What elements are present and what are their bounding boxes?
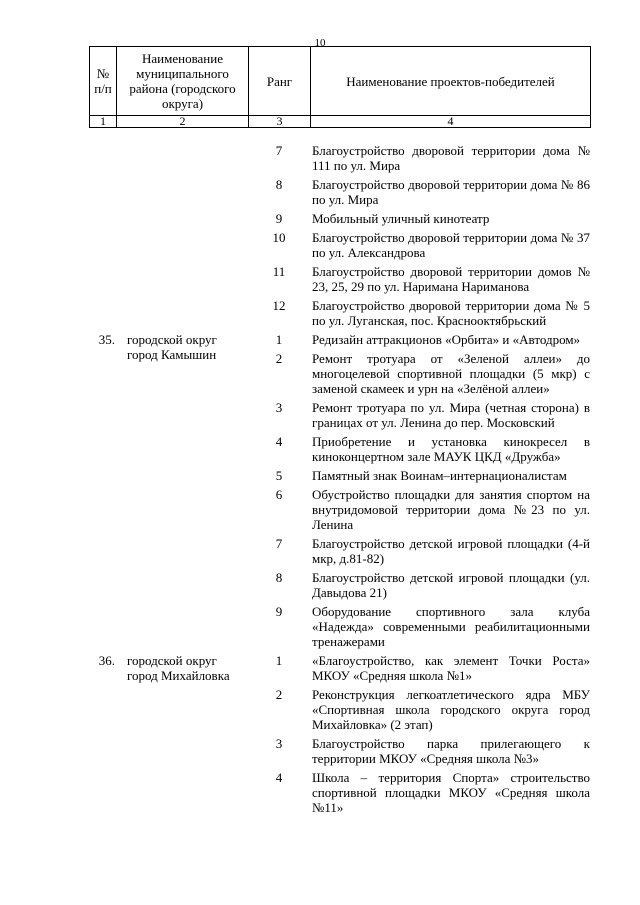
rank: 6 (275, 487, 283, 502)
group-name: городской округ город Камышин (127, 332, 217, 362)
project-name: Благоустройство дворовой территории дома № 111 по ул. Мира (312, 143, 590, 173)
project-name: Ремонт тротуара от «Зеленой аллеи» до многоцелевой спортивной площадки (5 мкр) с заменой скамеек и урн на «Зелёной аллеи» (312, 351, 590, 396)
rank: 1 (275, 332, 283, 347)
rank: 2 (275, 351, 283, 366)
rank: 8 (275, 570, 283, 585)
group-name: городской округ город Михайловка (127, 653, 230, 683)
project-name: Ремонт тротуара по ул. Мира (четная сторона) в границах от ул. Ленина до пер. Московский (312, 400, 590, 430)
header-col-name: Наименование муниципального района (городского округа) (117, 47, 249, 116)
table-body (89, 143, 590, 815)
table-row (89, 687, 590, 732)
rank: 4 (275, 434, 283, 449)
table-row (89, 536, 590, 566)
group-number: 35. (98, 332, 115, 347)
table-row (89, 351, 590, 396)
rank: 7 (275, 143, 283, 158)
project-name: Благоустройство парка прилегающего к территории МКОУ «Средняя школа №3» (312, 736, 590, 766)
rank: 4 (275, 770, 283, 785)
rank: 2 (275, 687, 283, 702)
project-name: Благоустройство дворовой территории домов № 23, 25, 29 по ул. Наримана Нариманова (312, 264, 590, 294)
group-continued (89, 143, 590, 328)
table-row (89, 211, 590, 226)
project-name: Благоустройство дворовой территории дома № 37 по ул. Александрова (312, 230, 590, 260)
group-kamyshin (89, 332, 590, 649)
project-name: Реконструкция легкоатлетического ядра МБУ «Спортивная школа городского округа город Михайловка» (2 этап) (312, 687, 590, 732)
project-name: «Благоустройство, как элемент Точки Роста» МКОУ «Средняя школа №1» (312, 653, 590, 683)
project-name: Редизайн аттракционов «Орбита» и «Автодром» (312, 332, 581, 347)
project-name: Благоустройство детской игровой площадки (ул. Давыдова 21) (312, 570, 590, 600)
table-header (89, 46, 591, 128)
page-number: 10 (314, 37, 326, 49)
table-row (89, 736, 590, 766)
table-row (89, 400, 590, 430)
table-row (89, 487, 590, 532)
rank: 7 (275, 536, 283, 551)
rank: 12 (272, 298, 286, 313)
header-col-projects: Наименование проектов-победителей (311, 47, 591, 116)
header-index-4: 4 (311, 116, 591, 128)
table-row (89, 230, 590, 260)
project-name: Благоустройство детской игровой площадки (4-й мкр, д.81-82) (312, 536, 590, 566)
rank: 9 (275, 211, 283, 226)
rank: 10 (272, 230, 286, 245)
header-index-2: 2 (117, 116, 249, 128)
project-name: Школа – территория Спорта» строительство спортивной площадки МКОУ «Средняя школа №11» (312, 770, 590, 815)
header-index-1: 1 (90, 116, 117, 128)
rank: 5 (275, 468, 283, 483)
header-col-num: № п/п (90, 47, 117, 116)
table-row (89, 604, 590, 649)
table-row (89, 468, 590, 483)
project-name: Мобильный уличный кинотеатр (312, 211, 490, 226)
rank: 9 (275, 604, 283, 619)
rank: 1 (275, 653, 283, 668)
group-mikhaylovka (89, 653, 590, 815)
table-row (89, 653, 590, 683)
table-row (89, 332, 590, 347)
project-name: Благоустройство дворовой территории дома № 5 по ул. Луганская, пос. Краснооктябрьский (312, 298, 590, 328)
header-index-3: 3 (249, 116, 311, 128)
table-row (89, 434, 590, 464)
header-col-rank: Ранг (249, 47, 311, 116)
rank: 8 (275, 177, 283, 192)
rank: 3 (275, 400, 283, 415)
project-name: Оборудование спортивного зала клуба «Надежда» современными реабилитационными тренажерами (312, 604, 590, 649)
table-row (89, 770, 590, 815)
project-name: Обустройство площадки для занятия спортом на внутридомовой территории дома №23 по ул. Ленина (312, 487, 590, 532)
group-number: 36. (98, 653, 115, 668)
table-row (89, 177, 590, 207)
table-row (89, 264, 590, 294)
table-row (89, 298, 590, 328)
project-name: Памятный знак Воинам–интернационалистам (312, 468, 567, 483)
rank: 11 (272, 264, 286, 279)
rank: 3 (275, 736, 283, 751)
project-name: Приобретение и установка кинокресел в киноконцертном зале МАУК ЦКД «Дружба» (312, 434, 590, 464)
table-row (89, 143, 590, 173)
project-name: Благоустройство дворовой территории дома № 86 по ул. Мира (312, 177, 590, 207)
table-row (89, 570, 590, 600)
